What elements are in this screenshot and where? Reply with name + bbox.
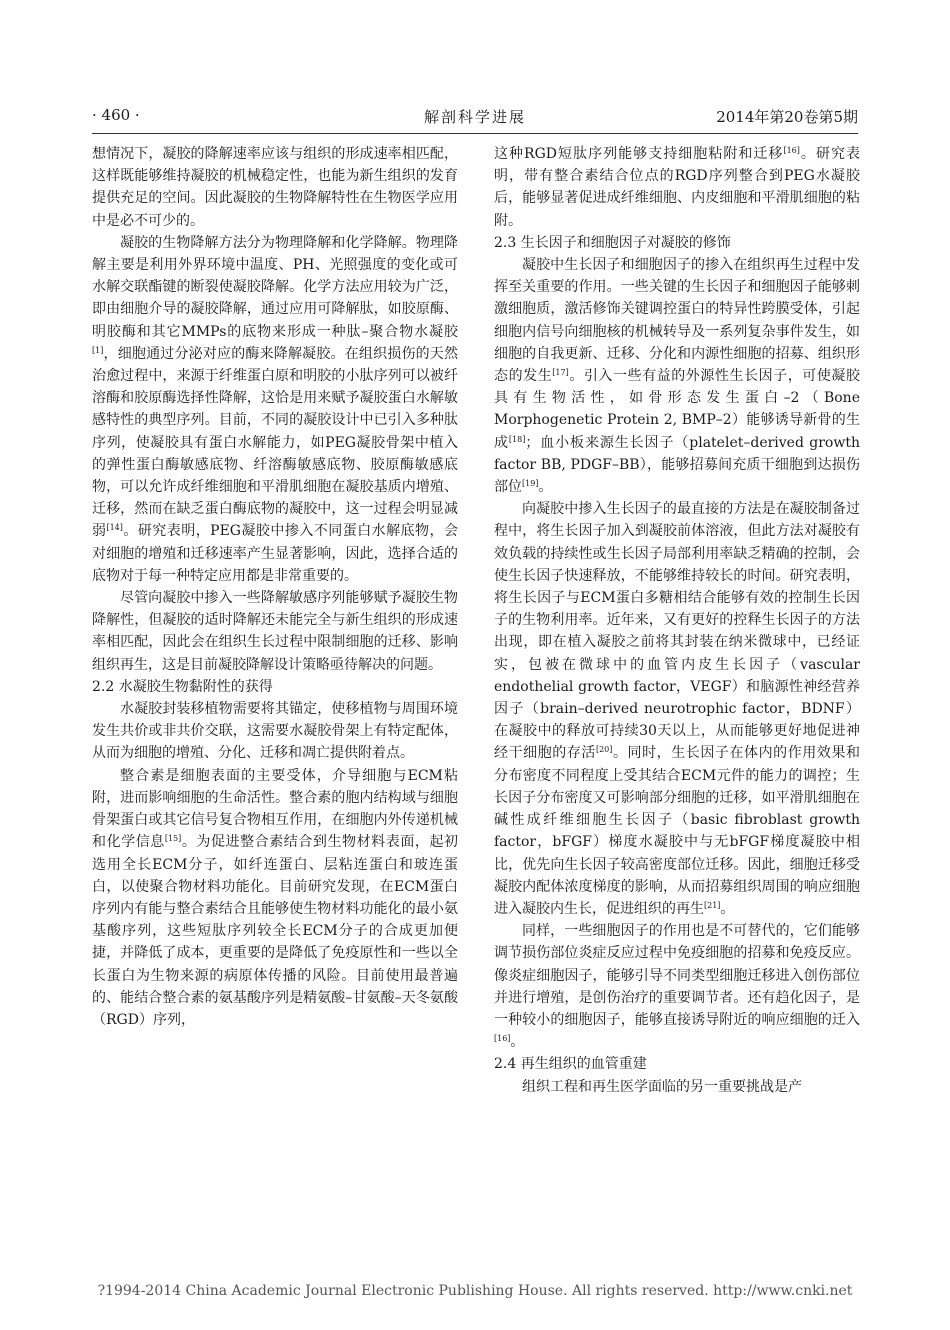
- paragraph: [494, 920, 860, 1053]
- paragraph: [494, 498, 860, 920]
- text-run: 。研究表明，PEG凝胶中掺入不同蛋白水解底物，会对细胞的增殖和迁移速率产生显著影响，因此，选择合适的底物对于每一种特定应用都是非常重要的。: [92, 523, 458, 584]
- section-heading: 2.3 生长因子和细胞因子对凝胶的修饰: [494, 234, 731, 251]
- left-column: [92, 143, 458, 1208]
- citation: [16]: [783, 146, 800, 155]
- text-run: ；血小板来源生长因子（platelet–derived growth factor BB, PDGF–BB），能够招募间充质干细胞到达损伤部位: [494, 434, 860, 496]
- citation: [14]: [106, 523, 123, 533]
- text-run: 。: [720, 900, 735, 917]
- text-run: 整合素是细胞表面的主要受体，介导细胞与ECM粘附，进而影响细胞的生命活性。整合素的胞内结构域与细胞骨架蛋白或其它信号复合物相互作用，在细胞内外传递机械和化学信息: [92, 767, 458, 851]
- citation: [1]: [92, 345, 104, 355]
- citation: [21]: [704, 900, 721, 910]
- text-run: 同样，一些细胞因子的作用也是不可替代的，它们能够调节损伤部位炎症反应过程中免疫细胞的招募和免疫反应。像炎症细胞因子，能够引导不同类型细胞迁移进入创伤部位并进行增殖，是创伤治疗的重要调节者。还有趋化因子，是一种较小的细胞因子，能够直接诱导附近的响应细胞的迁入: [494, 923, 860, 1028]
- paragraph: [494, 1076, 860, 1098]
- citation: [20]: [595, 745, 613, 755]
- text-run: 。: [538, 479, 553, 496]
- citation: [18]: [508, 434, 526, 444]
- text-run: 。研究表明，带有整合素结合位点的RGD序列整合到PEG水凝胶后，能够显著促进成纤维细胞、内皮细胞和平滑肌细胞的粘附。: [494, 146, 860, 229]
- text-run: 这种RGD短肽序列能够支持细胞粘附和迁移: [494, 146, 784, 162]
- citation: [17]: [552, 368, 569, 378]
- issue-info: 2014年第20卷第5期: [716, 108, 858, 126]
- paragraph: [92, 698, 458, 765]
- paragraph: [92, 587, 458, 676]
- right-column: [494, 143, 860, 1208]
- paragraph: [494, 143, 860, 232]
- text-run: 。: [510, 1034, 525, 1051]
- citation: [16]: [494, 1034, 511, 1044]
- text-run: ，细胞通过分泌对应的酶来降解凝胶。在组织损伤的天然治愈过程中，来源于纤维蛋白原和明胶的小肽序列可以被纤溶酶和胶原酶选择性降解，这恰是用来赋予凝胶蛋白水解敏感特性的典型序列。目前，不同的凝胶设计中已引入多种肽序列，使凝胶具有蛋白水解能力，如PEG凝胶骨架中植入的弹性蛋白酶敏感底物、纤溶酶敏感底物、胶原酶敏感底物，可以允许成纤维细胞和平滑肌细胞在凝胶基质内增殖、迁移，然而在缺乏蛋白酶底物的凝胶中，这一过程会明显减弱: [92, 345, 458, 540]
- text-run: 尽管向凝胶中掺入一些降解敏感序列能够赋予凝胶生物降解性，但凝胶的适时降解还未能完全与新生组织的形成速率相匹配，因此会在组织生长过程中限制细胞的迁移、影响组织再生，这是目前凝胶降解设计策略亟待解决的问题。: [92, 590, 458, 673]
- text-run: 想情况下，凝胶的降解速率应该与组织的形成速率相匹配，这样既能够维持凝胶的机械稳定性，也能为新生组织的发育提供充足的空间。因此凝胶的生物降解特性在生物医学应用中是必不可少的。: [92, 146, 458, 229]
- paragraph: [92, 232, 458, 587]
- text-run: 凝胶的生物降解方法分为物理降解和化学降解。物理降解主要是利用外界环境中温度、PH、光照强度的变化或可水解交联酯键的断裂使凝胶降解。化学方法应用较为广泛，即由细胞介导的凝胶降解，通过应用可降解肽，如胶原酶、明胶酶和其它MMPs的底物来形成一种肽–聚合物水凝胶: [92, 234, 458, 340]
- text-run: 向凝胶中掺入生长因子的最直接的方法是在凝胶制备过程中，将生长因子加入到凝胶前体溶液，但此方法对凝胶有效负载的持续性或生长因子局部利用率缺乏精确的控制，会使生长因子快速释放，不能够维持较长的时间。研究表明，将生长因子与ECM蛋白多糖相结合能够有效的控制生长因子的生物利用率。近年来，又有更好的控释生长因子的方法出现，即在植入凝胶之前将其封装在纳米微球中，已经证实，包被在微球中的血管内皮生长因子（vascular endothelial growth factor，VEGF）和脑源性神经营养因子（brain–derived neurotrophic factor，BDNF）在凝胶中的释放可持续30天以上，从而能够更好地促进神经干细胞的存活: [494, 501, 860, 762]
- text-run: 。为促进整合素结合到生物材料表面，起初选用全长ECM分子，如纤连蛋白、层粘连蛋白和玻连蛋白，以使聚合物材料功能化。目前研究发现，在ECM蛋白序列内有能与整合素结合且能够使生物材料功能化的最小氨基酸序列，这些短肽序列较全长ECM分子的合成更加便捷，并降低了成本，更重要的是降低了免疫原性和一些以全长蛋白为生物来源的病原体传播的风险。目前使用最普遍的、能结合整合素的氨基酸序列是精氨酸–甘氨酸–天冬氨酸（RGD）序列，: [92, 834, 458, 1028]
- journal-title: 解剖科学进展: [423, 108, 526, 126]
- citation: [15]: [164, 834, 182, 844]
- text-run: 。引入一些有益的外源性生长因子，可使凝胶具有生物活性，如骨形态发生蛋白–2（Bone Morphogenetic Protein 2, BMP–2）能够诱导新骨的生成: [494, 368, 860, 451]
- running-header: [92, 106, 858, 130]
- text-run: 。同时，生长因子在体内的作用效果和分布密度不同程度上受其结合ECM元件的能力的调控；生长因子分布密度又可影响部分细胞的迁移，如平滑肌细胞在碱性成纤维细胞生长因子（basic fibroblast growth factor，bFGF）梯度水凝胶中与无bFGF梯度凝胶中相比，优先向生长因子较高密度部位迁移。因此，细胞迁移受凝胶内配体浓度梯度的影响，从而招募组织周围的响应细胞进入凝胶内生长，促进组织的再生: [494, 745, 860, 917]
- citation: [19]: [522, 479, 539, 489]
- text-run: 凝胶中生长因子和细胞因子的掺入在组织再生过程中发挥至关重要的作用。一些关键的生长因子和细胞因子能够刺激细胞质，激活修饰关键调控蛋白的特异性跨膜受体，引起细胞内信号向细胞核的机械转导及一系列复杂事件发生，如细胞的自我更新、迁移、分化和内源性细胞的招募、组织形态的发生: [494, 257, 860, 385]
- section-heading: 2.2 水凝胶生物黏附性的获得: [92, 678, 273, 695]
- section-heading: 2.4 再生组织的血管重建: [494, 1056, 647, 1073]
- paragraph: [92, 143, 458, 232]
- copyright-footer: ?1994-2014 China Academic Journal Electronic Publishing House. All rights reserved. http://www.cnki.net: [97, 1283, 853, 1299]
- paragraph: [494, 254, 860, 498]
- text-run: 组织工程和再生医学面临的另一重要挑战是产: [522, 1078, 802, 1095]
- text-run: 水凝胶封装移植物需要将其锚定，使移植物与周围环境发生共价或非共价交联，这需要水凝胶骨架上有特定配体，从而为细胞的增殖、分化、迁移和凋亡提供附着点。: [92, 701, 458, 762]
- page-number: · 460 ·: [92, 106, 140, 124]
- header-rule: [92, 133, 858, 134]
- paragraph: [92, 765, 458, 1031]
